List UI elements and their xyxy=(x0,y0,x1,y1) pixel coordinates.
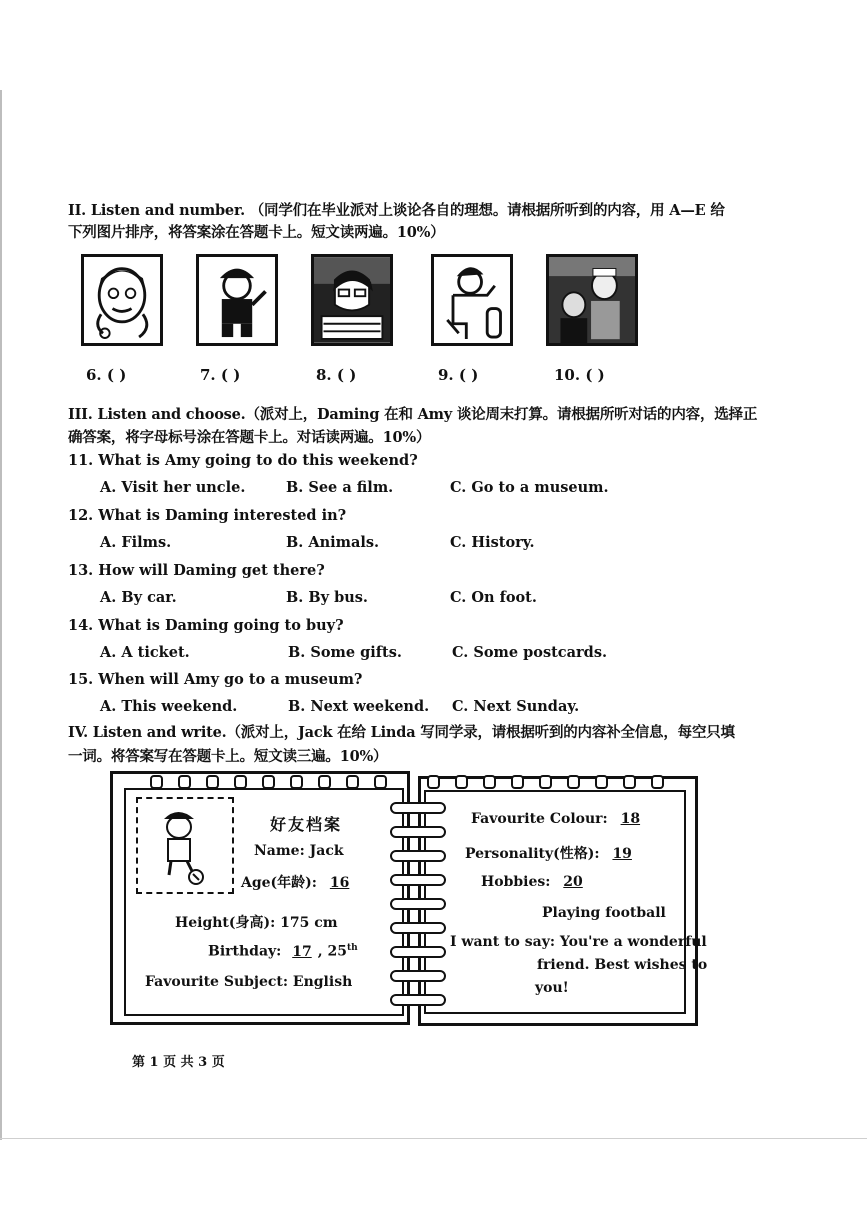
card-hobby-value: Playing football xyxy=(542,905,666,921)
notebook-ring xyxy=(539,775,552,789)
colour-label: Favourite Colour: xyxy=(471,811,608,827)
notebook-ring xyxy=(318,775,331,789)
nurse-icon xyxy=(549,257,635,343)
picture-nurse xyxy=(546,254,638,346)
card-subject: Favourite Subject: English xyxy=(145,974,353,990)
blank-19: 19 xyxy=(612,846,632,862)
picture-writer xyxy=(311,254,393,346)
section-4-heading: IV. Listen and write.（派对上，Jack 在给 Linda 写同学录，请根据听到的内容补全信息，每空只填 xyxy=(68,724,735,741)
spiral-binding xyxy=(390,946,446,958)
answer-8: 8. ( ) xyxy=(316,366,357,384)
card-hobbies xyxy=(481,874,591,890)
personality-label: Personality(性格): xyxy=(465,846,600,862)
scan-edge-left xyxy=(0,90,2,1140)
card-message-3: you! xyxy=(535,980,569,996)
blank-20: 20 xyxy=(563,874,583,890)
option-13-c: C. On foot. xyxy=(450,589,537,606)
section-3-heading-cont: 确答案，将字母标号涂在答题卡上。对话读两遍。10%） xyxy=(68,429,431,446)
scan-edge-bottom xyxy=(0,1138,867,1139)
answer-7: 7. ( ) xyxy=(200,366,241,384)
notebook-ring xyxy=(455,775,468,789)
section-4-heading-cont: 一词。将答案写在答题卡上。短文读三遍。10%） xyxy=(68,748,388,765)
option-15-c: C. Next Sunday. xyxy=(452,698,580,715)
question-15: 15. When will Amy go to a museum? xyxy=(68,671,363,688)
picture-firefighter-extinguisher xyxy=(431,254,513,346)
notebook-ring xyxy=(206,775,219,789)
option-14-b: B. Some gifts. xyxy=(288,644,402,661)
answer-9: 9. ( ) xyxy=(438,366,479,384)
notebook-ring xyxy=(150,775,163,789)
card-name: Name: Jack xyxy=(254,843,344,859)
age-label: Age(年龄): xyxy=(241,875,317,891)
section-3-heading: III. Listen and choose.（派对上，Daming 在和 Amy 谈论周末打算。请根据所听对话的内容，选择正 xyxy=(68,406,758,423)
notebook-ring xyxy=(427,775,440,789)
notebook-ring xyxy=(290,775,303,789)
spiral-binding xyxy=(390,922,446,934)
spiral-binding xyxy=(390,874,446,886)
birthday-label: Birthday: xyxy=(208,943,282,960)
card-title: 好友档案 xyxy=(270,815,343,834)
card-colour xyxy=(471,811,648,827)
picture-doctor xyxy=(81,254,163,346)
option-12-c: C. History. xyxy=(450,534,535,551)
section-2-heading-cont: 下列图片排序，将答案涂在答题卡上。短文读两遍。10%） xyxy=(68,224,445,241)
page-footer: 第 1 页 共 3 页 xyxy=(132,1055,225,1070)
card-age xyxy=(241,872,357,892)
picture-fireman xyxy=(196,254,278,346)
blank-17: 17 xyxy=(292,943,312,960)
card-message-1: I want to say: You're a wonderful xyxy=(450,934,707,950)
option-11-a: A. Visit her uncle. xyxy=(100,479,246,496)
answer-10: 10. ( ) xyxy=(554,366,605,384)
option-11-b: B. See a film. xyxy=(286,479,394,496)
fireman-icon xyxy=(199,257,275,343)
spiral-binding xyxy=(390,850,446,862)
writer-icon xyxy=(314,257,390,343)
option-15-b: B. Next weekend. xyxy=(288,698,430,715)
birthday-suffix: th xyxy=(346,943,358,953)
section-2-heading: II. Listen and number. （同学们在毕业派对上谈论各自的理想。请根据所听到的内容，用 A—E 给 xyxy=(68,202,725,219)
question-14: 14. What is Daming going to buy? xyxy=(68,617,344,634)
notebook-ring xyxy=(178,775,191,789)
extinguisher-icon xyxy=(434,257,510,343)
question-12: 12. What is Daming interested in? xyxy=(68,507,347,524)
question-11: 11. What is Amy going to do this weekend? xyxy=(68,452,418,469)
card-personality xyxy=(465,843,640,863)
notebook-ring xyxy=(567,775,580,789)
doctor-icon xyxy=(84,257,160,343)
notebook-ring xyxy=(262,775,275,789)
option-14-a: A. A ticket. xyxy=(100,644,190,661)
notebook-ring xyxy=(234,775,247,789)
spiral-binding xyxy=(390,826,446,838)
notebook-ring xyxy=(374,775,387,789)
card-message-2: friend. Best wishes to xyxy=(537,957,708,973)
profile-photo-frame xyxy=(136,797,234,894)
option-13-a: A. By car. xyxy=(100,589,177,606)
birthday-day: , 25 xyxy=(317,943,347,960)
option-12-a: A. Films. xyxy=(100,534,172,551)
spiral-binding xyxy=(390,898,446,910)
question-13: 13. How will Daming get there? xyxy=(68,562,325,579)
spiral-binding xyxy=(390,802,446,814)
card-birthday xyxy=(208,943,358,960)
card-height: Height(身高): 175 cm xyxy=(175,915,338,931)
hobbies-label: Hobbies: xyxy=(481,874,551,890)
boy-football-icon xyxy=(138,799,232,892)
notebook-ring xyxy=(483,775,496,789)
notebook-ring xyxy=(623,775,636,789)
option-15-a: A. This weekend. xyxy=(100,698,238,715)
option-13-b: B. By bus. xyxy=(286,589,368,606)
blank-16: 16 xyxy=(329,875,350,891)
option-11-c: C. Go to a museum. xyxy=(450,479,609,496)
notebook-ring xyxy=(595,775,608,789)
notebook-ring xyxy=(651,775,664,789)
spiral-binding xyxy=(390,994,446,1006)
blank-18: 18 xyxy=(620,811,641,827)
option-12-b: B. Animals. xyxy=(286,534,380,551)
option-14-c: C. Some postcards. xyxy=(452,644,608,661)
notebook-ring xyxy=(346,775,359,789)
spiral-binding xyxy=(390,970,446,982)
answer-6: 6. ( ) xyxy=(86,366,127,384)
notebook-ring xyxy=(511,775,524,789)
